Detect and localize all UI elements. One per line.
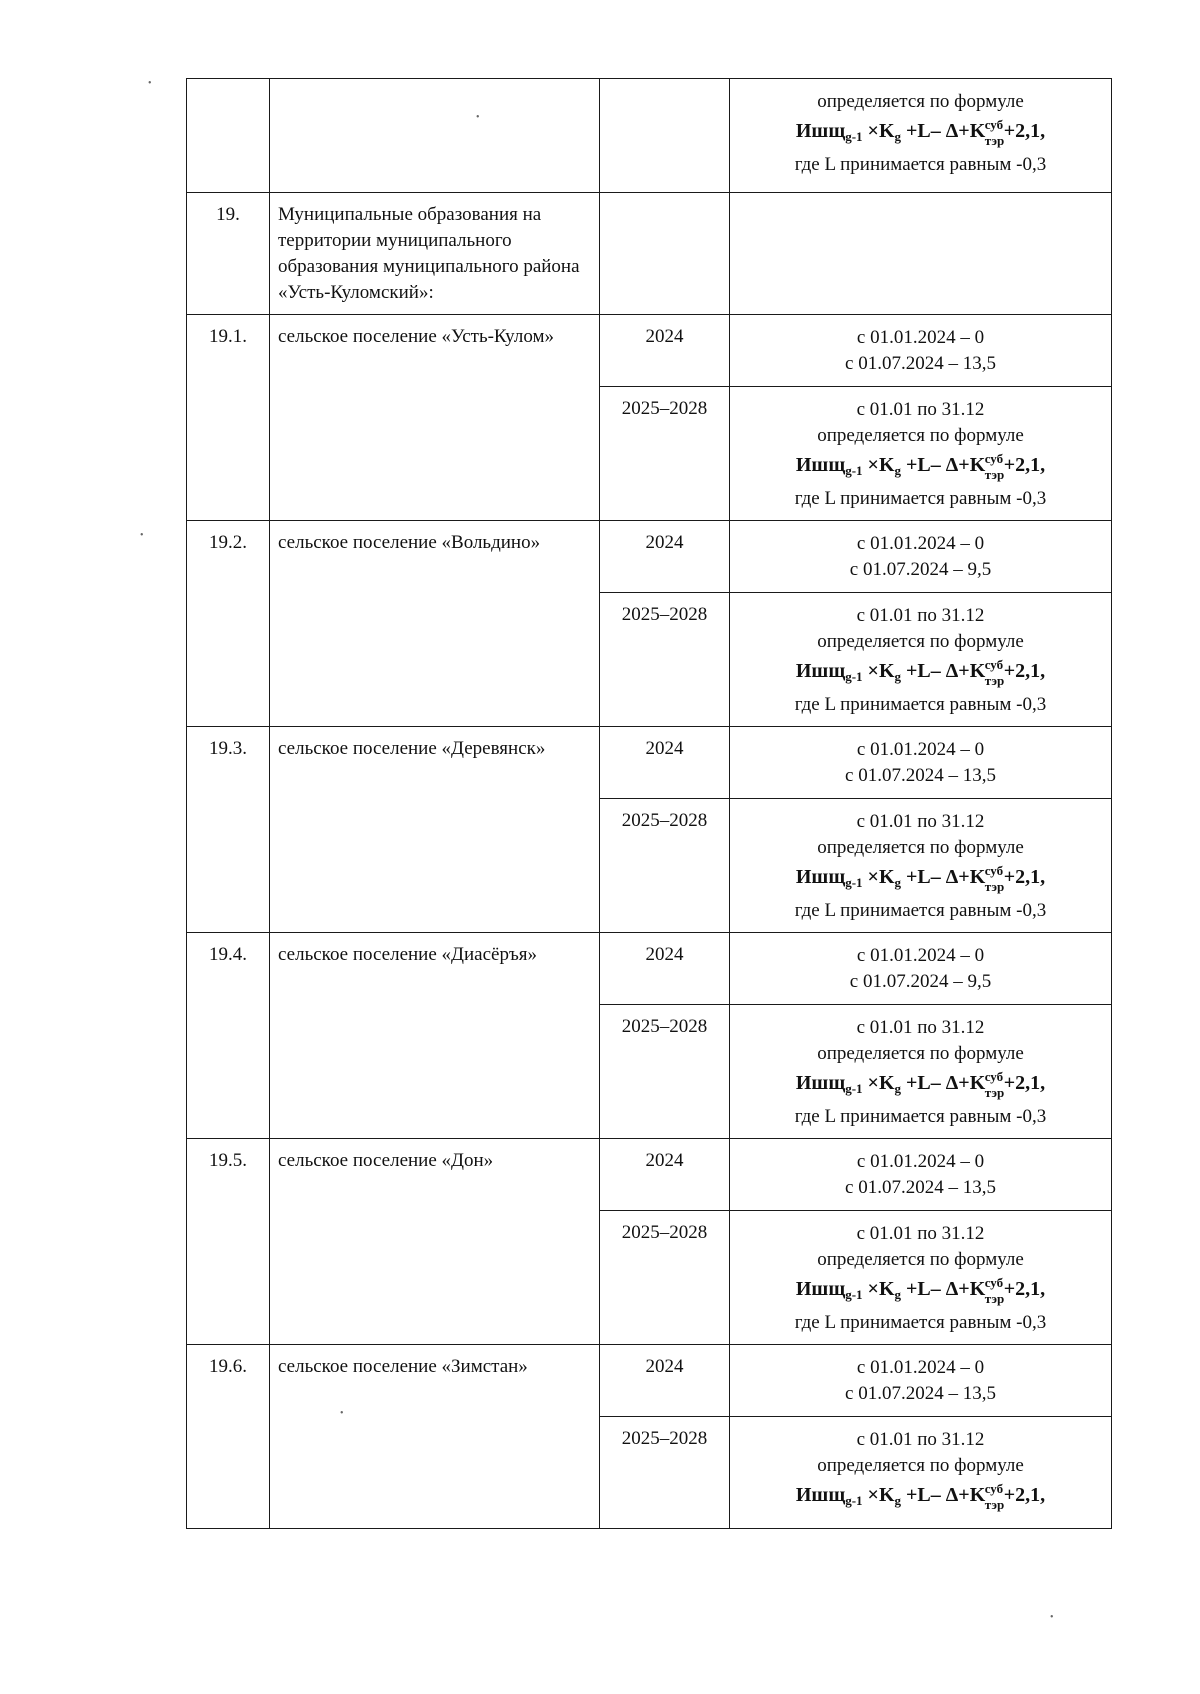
period-year: 2025–2028 [600, 593, 730, 727]
formula-kterr-sub: тэр [984, 1291, 1005, 1306]
formula-base-sub: g-1 [845, 1287, 863, 1302]
formula-times: × [867, 866, 879, 888]
formula-k: K [878, 866, 895, 888]
period-year: 2024 [600, 1345, 730, 1417]
formula-kterr-sub: тэр [984, 673, 1005, 688]
formula-kterr: K [969, 660, 986, 682]
formula-plus-l: +L– [906, 1484, 941, 1506]
period-year [600, 193, 730, 315]
row-number [187, 79, 270, 193]
period-value [730, 1139, 1112, 1211]
row-name [270, 79, 600, 193]
value-line: с 01.01 по 31.12 [856, 1429, 985, 1450]
value-line: с 01.07.2024 – 9,5 [849, 971, 992, 992]
row-number: 19.3. [187, 727, 270, 933]
value-line: с 01.01 по 31.12 [856, 399, 985, 420]
period-value [730, 593, 1112, 727]
period-value [730, 1417, 1112, 1529]
formula-k-sub: g [894, 1287, 902, 1302]
formula-tail: +2,1, [1003, 1072, 1046, 1094]
formula-k-sub: g [894, 669, 902, 684]
formula [730, 1274, 1111, 1310]
period-year: 2024 [600, 933, 730, 1005]
formula [730, 450, 1111, 486]
value-line: с 01.07.2024 – 13,5 [845, 1383, 996, 1404]
formula [730, 1068, 1111, 1104]
table-row [187, 933, 1112, 1005]
value-line: с 01.07.2024 – 9,5 [849, 559, 992, 580]
row-name: сельское поселение «Усть-Кулом» [270, 315, 600, 521]
formula-kterr-group [969, 1480, 1005, 1512]
formula-kterr-group [969, 1068, 1005, 1100]
value-line: определяется по формуле [817, 1455, 1024, 1476]
formula-kterr-sup: суб [984, 1481, 1004, 1496]
formula-kterr-sub: тэр [984, 133, 1005, 148]
formula [730, 862, 1111, 898]
formula-k-sub: g [894, 463, 902, 478]
scan-speck: • [140, 530, 144, 541]
formula-delta: Δ+ [945, 1278, 970, 1300]
period-value [730, 799, 1112, 933]
value-line: определяется по формуле [817, 425, 1024, 446]
formula-delta: Δ+ [945, 866, 970, 888]
row-name: Муниципальные образования на территории муниципального образования муниципального района «Усть-Куломский»: [270, 193, 600, 315]
formula-k: K [878, 120, 895, 142]
row-name: сельское поселение «Деревянск» [270, 727, 600, 933]
formula-kterr-sub: тэр [984, 1085, 1005, 1100]
formula-k-sub: g [894, 129, 902, 144]
row-number: 19.6. [187, 1345, 270, 1529]
formula [730, 116, 1111, 152]
formula-kterr: K [969, 454, 986, 476]
period-value [730, 1345, 1112, 1417]
period-value [730, 933, 1112, 1005]
row-name: сельское поселение «Зимстан» [270, 1345, 600, 1529]
period-value [730, 315, 1112, 387]
formula-plus-l: +L– [906, 1278, 941, 1300]
row-number: 19. [187, 193, 270, 315]
value-line: с 01.01.2024 – 0 [856, 1357, 985, 1378]
formula-base-sub: g-1 [845, 1493, 863, 1508]
value-line: где L принимается равным -0,3 [794, 488, 1047, 509]
formula-times: × [867, 454, 879, 476]
formula-kterr-sup: суб [984, 1275, 1004, 1290]
formula-base: Ишщ [795, 1278, 846, 1300]
formula-delta: Δ+ [945, 454, 970, 476]
period-year: 2025–2028 [600, 1211, 730, 1345]
scan-speck: • [476, 112, 480, 123]
formula-base: Ишщ [795, 454, 846, 476]
formula-base: Ишщ [795, 866, 846, 888]
formula-base: Ишщ [795, 660, 846, 682]
formula-times: × [867, 660, 879, 682]
formula-kterr-group [969, 1274, 1005, 1306]
formula-kterr-sup: суб [984, 1069, 1004, 1084]
formula-plus-l: +L– [906, 1072, 941, 1094]
formula-delta: Δ+ [945, 1484, 970, 1506]
value-line: определяется по формуле [817, 91, 1024, 112]
period-value [730, 79, 1112, 193]
formula-base-sub: g-1 [845, 669, 863, 684]
formula-kterr-sup: суб [984, 117, 1004, 132]
period-value [730, 727, 1112, 799]
table-row [187, 315, 1112, 387]
value-line: где L принимается равным -0,3 [794, 154, 1047, 175]
formula-k: K [878, 1072, 895, 1094]
formula-k: K [878, 660, 895, 682]
value-line: с 01.01 по 31.12 [856, 811, 985, 832]
formula-kterr-sub: тэр [984, 1497, 1005, 1512]
formula-times: × [867, 120, 879, 142]
formula-kterr: K [969, 1072, 986, 1094]
period-value [730, 1211, 1112, 1345]
formula-plus-l: +L– [906, 660, 941, 682]
value-line: с 01.01.2024 – 0 [856, 945, 985, 966]
value-line: где L принимается равным -0,3 [794, 900, 1047, 921]
formula-plus-l: +L– [906, 120, 941, 142]
formula-tail: +2,1, [1003, 866, 1046, 888]
formula-kterr-group [969, 862, 1005, 894]
formula-k-sub: g [894, 1081, 902, 1096]
row-name: сельское поселение «Дон» [270, 1139, 600, 1345]
formula-base-sub: g-1 [845, 1081, 863, 1096]
formula-kterr-sup: суб [984, 657, 1004, 672]
value-line: определяется по формуле [817, 837, 1024, 858]
value-line: с 01.01 по 31.12 [856, 1017, 985, 1038]
formula-k: K [878, 1278, 895, 1300]
table-row [187, 193, 1112, 315]
formula-k: K [878, 454, 895, 476]
period-year: 2024 [600, 521, 730, 593]
period-year: 2025–2028 [600, 799, 730, 933]
formula-kterr-sub: тэр [984, 467, 1005, 482]
formula-k-sub: g [894, 875, 902, 890]
value-line: где L принимается равным -0,3 [794, 694, 1047, 715]
row-name: сельское поселение «Диасёръя» [270, 933, 600, 1139]
formula-base-sub: g-1 [845, 129, 863, 144]
value-line: с 01.07.2024 – 13,5 [845, 765, 996, 786]
formula-kterr: K [969, 1484, 986, 1506]
period-value [730, 1005, 1112, 1139]
row-name: сельское поселение «Вольдино» [270, 521, 600, 727]
table-row [187, 727, 1112, 799]
formula-base: Ишщ [795, 1072, 846, 1094]
formula-base-sub: g-1 [845, 463, 863, 478]
formula-tail: +2,1, [1003, 1278, 1046, 1300]
period-value [730, 387, 1112, 521]
scan-speck: • [148, 78, 152, 89]
value-line: с 01.01.2024 – 0 [856, 1151, 985, 1172]
tariff-index-table [186, 78, 1112, 1529]
formula-plus-l: +L– [906, 866, 941, 888]
formula-base-sub: g-1 [845, 875, 863, 890]
formula-base: Ишщ [795, 120, 846, 142]
formula-delta: Δ+ [945, 1072, 970, 1094]
period-year: 2024 [600, 315, 730, 387]
period-year: 2025–2028 [600, 1417, 730, 1529]
formula-times: × [867, 1278, 879, 1300]
value-line: с 01.01.2024 – 0 [856, 533, 985, 554]
table-row [187, 1139, 1112, 1211]
formula-times: × [867, 1484, 879, 1506]
formula-kterr-group [969, 116, 1005, 148]
formula-delta: Δ+ [945, 120, 970, 142]
formula-kterr: K [969, 866, 986, 888]
period-year: 2025–2028 [600, 387, 730, 521]
formula-kterr-group [969, 450, 1005, 482]
value-line: с 01.07.2024 – 13,5 [845, 1177, 996, 1198]
formula-k-sub: g [894, 1493, 902, 1508]
formula [730, 656, 1111, 692]
formula-kterr: K [969, 120, 986, 142]
value-line: с 01.01 по 31.12 [856, 1223, 985, 1244]
table-row [187, 1345, 1112, 1417]
value-line: с 01.01 по 31.12 [856, 605, 985, 626]
formula-k: K [878, 1484, 895, 1506]
value-line: где L принимается равным -0,3 [794, 1312, 1047, 1333]
row-number: 19.1. [187, 315, 270, 521]
value-line: определяется по формуле [817, 631, 1024, 652]
formula-times: × [867, 1072, 879, 1094]
formula-kterr-sub: тэр [984, 879, 1005, 894]
formula-kterr: K [969, 1278, 986, 1300]
period-year: 2024 [600, 727, 730, 799]
formula-delta: Δ+ [945, 660, 970, 682]
period-year: 2024 [600, 1139, 730, 1211]
formula-kterr-group [969, 656, 1005, 688]
value-line: с 01.01.2024 – 0 [856, 739, 985, 760]
formula-kterr-sup: суб [984, 451, 1004, 466]
formula-plus-l: +L– [906, 454, 941, 476]
value-line: с 01.01.2024 – 0 [856, 327, 985, 348]
scan-speck: • [1050, 1612, 1054, 1623]
value-line: определяется по формуле [817, 1249, 1024, 1270]
formula-tail: +2,1, [1003, 454, 1046, 476]
period-year [600, 79, 730, 193]
value-line: с 01.07.2024 – 13,5 [845, 353, 996, 374]
period-value [730, 193, 1112, 315]
formula-tail: +2,1, [1003, 120, 1046, 142]
row-number: 19.5. [187, 1139, 270, 1345]
value-line: где L принимается равным -0,3 [794, 1106, 1047, 1127]
table-row [187, 521, 1112, 593]
formula-tail: +2,1, [1003, 660, 1046, 682]
table-row [187, 79, 1112, 193]
scan-speck: • [340, 1408, 344, 1419]
value-line: определяется по формуле [817, 1043, 1024, 1064]
period-value [730, 521, 1112, 593]
formula-tail: +2,1, [1003, 1484, 1046, 1506]
row-number: 19.4. [187, 933, 270, 1139]
formula-base: Ишщ [795, 1484, 846, 1506]
row-number: 19.2. [187, 521, 270, 727]
formula [730, 1480, 1111, 1516]
period-year: 2025–2028 [600, 1005, 730, 1139]
formula-kterr-sup: суб [984, 863, 1004, 878]
